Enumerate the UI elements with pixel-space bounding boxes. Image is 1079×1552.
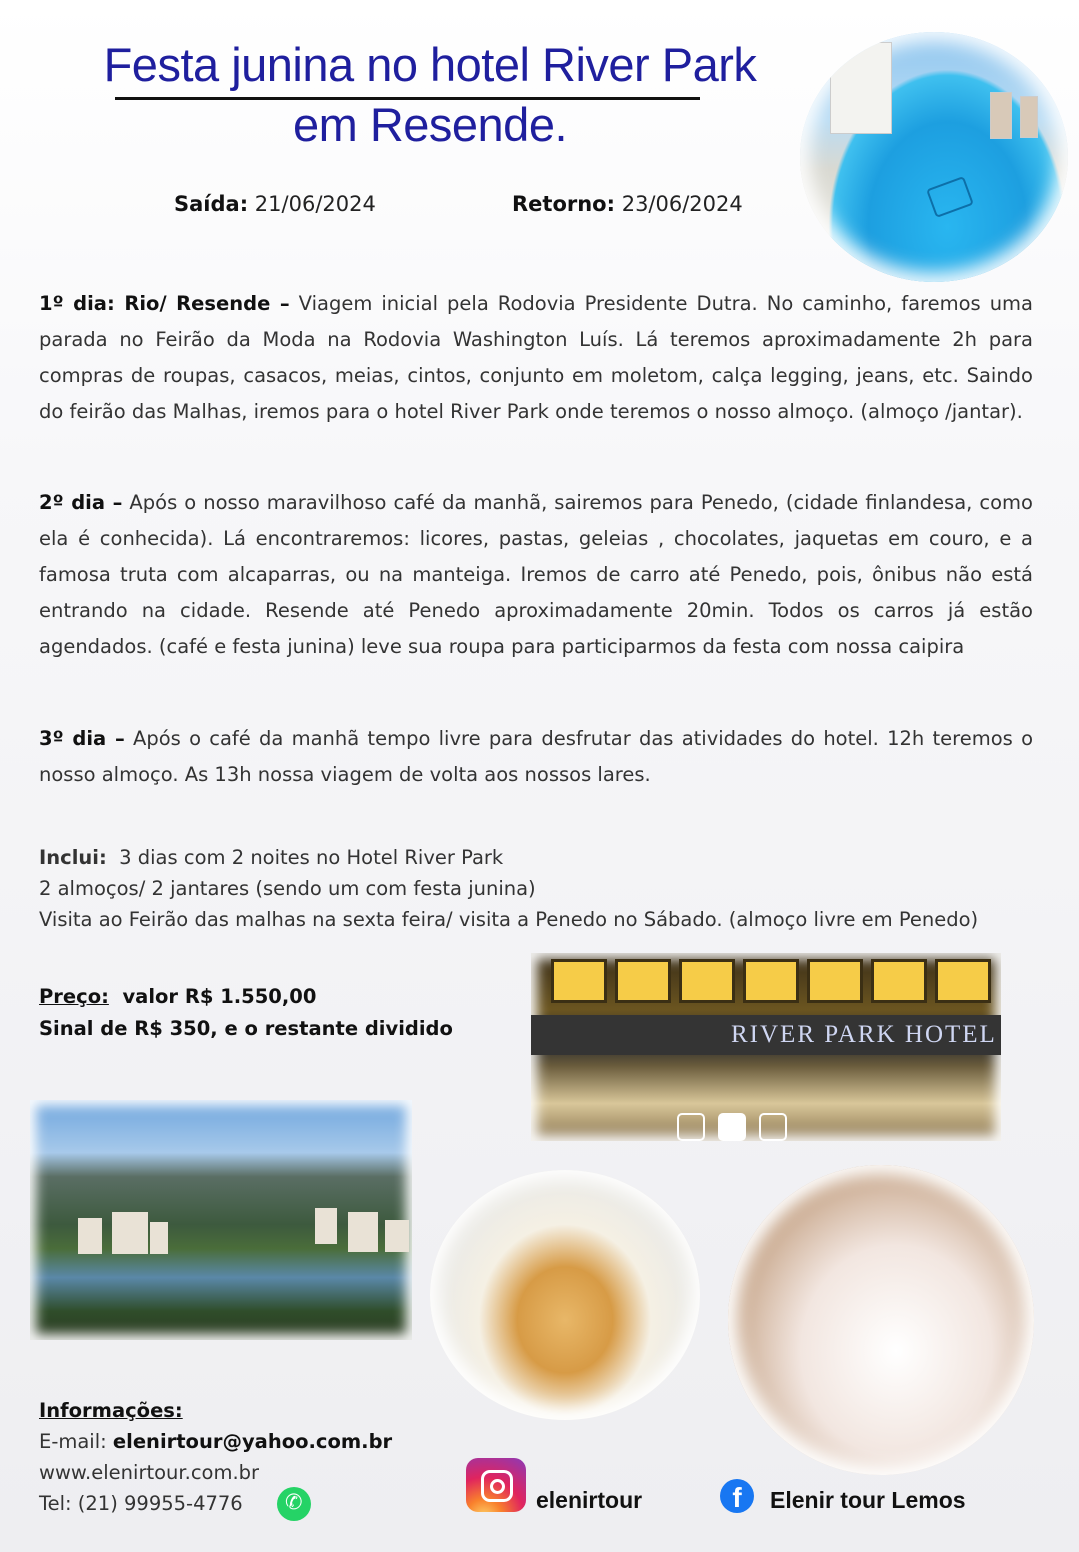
departure-date (174, 192, 376, 216)
facebook-icon[interactable]: f (720, 1479, 754, 1513)
day-3-text: Após o café da manhã tempo livre para desfrutar das atividades do hotel. 12h teremos o nosso almoço. As 13h nossa viagem de volta aos nossos lares. (39, 727, 1033, 786)
hotel-facade-photo (531, 953, 1001, 1141)
itinerary-day-2 (39, 485, 1033, 665)
contact-heading: Informações: (39, 1399, 183, 1422)
city-landscape-photo (30, 1100, 412, 1340)
breakfast-photo (430, 1170, 700, 1420)
page-title-line-2: em Resende. (292, 98, 568, 151)
facebook-page[interactable]: Elenir tour Lemos (770, 1487, 966, 1513)
email-label: E-mail: (39, 1430, 107, 1453)
day-3-label: 3º dia – (39, 727, 125, 750)
includes-line-3: Visita ao Feirão das malhas na sexta feira/ visita a Penedo no Sábado. (almoço livre em Penedo) (39, 908, 979, 931)
page-title-line-1: Festa junina no hotel River Park (103, 38, 757, 91)
return-label: Retorno: (512, 192, 616, 216)
itinerary-day-1 (39, 286, 1033, 430)
departure-label: Saída: (174, 192, 249, 216)
whatsapp-icon[interactable] (277, 1487, 311, 1521)
email-link[interactable]: elenirtour@yahoo.com.br (112, 1430, 393, 1453)
includes-section (39, 842, 1033, 935)
itinerary-day-3 (39, 721, 1033, 793)
includes-line-1: 3 dias com 2 noites no Hotel River Park (119, 846, 504, 869)
price-note: Sinal de R$ 350, e o restante dividido (39, 1017, 453, 1040)
price-label: Preço: (39, 985, 109, 1008)
website-link[interactable]: www.elenirtour.com.br (39, 1461, 260, 1484)
includes-label: Inclui: (39, 846, 107, 869)
hotel-sign: RIVER PARK HOTEL (531, 1015, 1001, 1055)
day-1-text: Viagem inicial pela Rodovia Presidente Dutra. No caminho, faremos uma parada no Feirão da Moda na Rodovia Washington Luís. Lá teremos aproximadamente 2h para compras de roupas, casacos, meias, cintos, conjunto em moletom, calça legging, jeans, etc. Saindo do feirão das Malhas, iremos para o hotel River Park onde teremos o nosso almoço. (almoço /jantar). (39, 292, 1033, 423)
phone-number[interactable]: Tel: (21) 99955-4776 (39, 1492, 243, 1515)
contact-section (39, 1395, 392, 1519)
return-date (512, 192, 743, 216)
includes-line-2: 2 almoços/ 2 jantares (sendo um com festa junina) (39, 877, 536, 900)
pool-photo (800, 32, 1068, 282)
instagram-icon[interactable] (466, 1458, 526, 1512)
day-2-label: 2º dia – (39, 491, 123, 514)
departure-value: 21/06/2024 (254, 192, 376, 216)
carousel-dot-active[interactable] (718, 1113, 746, 1141)
price-section (39, 981, 453, 1045)
price-value: valor R$ 1.550,00 (122, 985, 317, 1008)
instagram-handle[interactable]: elenirtour (536, 1487, 643, 1513)
bedroom-photo (728, 1165, 1034, 1475)
return-value: 23/06/2024 (621, 192, 743, 216)
carousel-dot[interactable] (759, 1113, 787, 1141)
day-1-label: 1º dia: Rio/ Resende – (39, 292, 290, 315)
carousel-dot[interactable] (677, 1113, 705, 1141)
day-2-text: Após o nosso maravilhoso café da manhã, sairemos para Penedo, (cidade finlandesa, como ela é conhecida). Lá encontraremos: licores, pastas, geleias , chocolates, jaquetas em couro, e a famosa truta com alcaparras, ou na manteiga. Iremos de carro até Penedo, pois, ônibus não está entrando na cidade. Resende até Penedo aproximadamente 20min. Todos os carros já estão agendados. (café e festa junina) leve sua roupa para participarmos da festa com nossa caipira (39, 491, 1033, 658)
